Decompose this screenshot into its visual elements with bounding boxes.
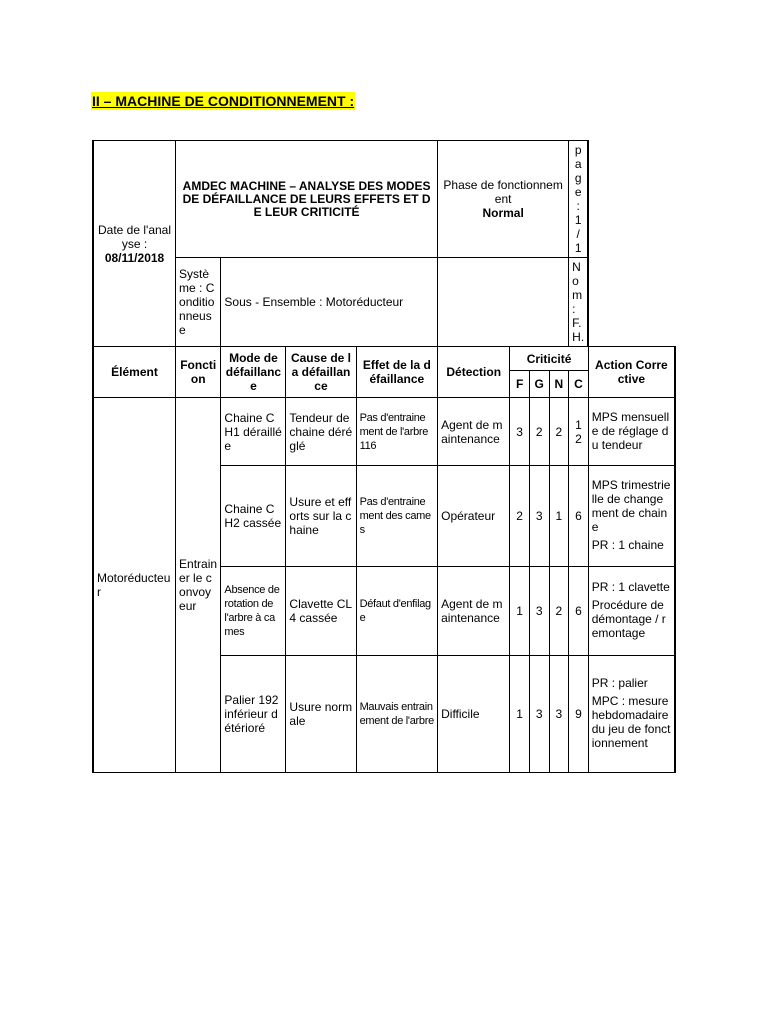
- date-label: Date de l'analyse :: [98, 222, 172, 251]
- sous-ensemble-label: Sous - Ensemble : Motoréducteur: [221, 258, 438, 347]
- cause-cell: Clavette CL4 cassée: [286, 567, 356, 656]
- cause-cell: Tendeur de chaine déréglé: [286, 398, 356, 466]
- g-value: 3: [529, 466, 549, 567]
- col-effet: Effet de la défaillance: [356, 347, 438, 398]
- action-text: PR : 1 chaine: [591, 538, 664, 552]
- action-text: MPC : mesure hebdomadaire du jeu de fonctionnement: [591, 694, 671, 750]
- col-detection: Détection: [438, 347, 510, 398]
- col-fonction: Fonction: [176, 347, 221, 398]
- detection-cell: Difficile: [438, 656, 510, 773]
- page-number: page : 1 / 1: [569, 141, 589, 258]
- section-title: II – MACHINE DE CONDITIONNEMENT :: [92, 93, 355, 109]
- detection-cell: Agent de maintenance: [438, 398, 510, 466]
- cause-cell: Usure et efforts sur la chaine: [286, 466, 356, 567]
- n-value: 3: [549, 656, 569, 773]
- col-f: F: [510, 371, 530, 398]
- f-value: 3: [510, 398, 530, 466]
- action-text: MPS mensuelle de réglage du tendeur: [591, 409, 670, 452]
- phase-label: Phase de fonctionnement: [443, 178, 563, 206]
- phase-cell: [438, 141, 569, 258]
- element-cell: Motoréducteur: [93, 398, 176, 773]
- action-cell: [588, 656, 675, 773]
- action-text: Procédure de démontage / remontage: [591, 598, 666, 640]
- f-value: 1: [510, 567, 530, 656]
- effet-cell: Mauvais entrainement de l'arbre: [356, 656, 438, 773]
- cause-cell: Usure normale: [286, 656, 356, 773]
- mode-cell: Absence de rotation de l'arbre à cames: [221, 567, 286, 656]
- col-g: G: [529, 371, 549, 398]
- col-element: Élément: [93, 347, 176, 398]
- detection-cell: Opérateur: [438, 466, 510, 567]
- action-cell: [588, 567, 675, 656]
- col-c: C: [569, 371, 589, 398]
- fonction-cell: Entrainer le convoyeur: [176, 398, 221, 773]
- mode-cell: Chaine CH1 déraillée: [221, 398, 286, 466]
- table-row: [93, 398, 675, 466]
- c-value: 6: [569, 567, 589, 656]
- c-value: 6: [569, 466, 589, 567]
- col-criticite: Criticité: [510, 347, 588, 371]
- mode-cell: Palier 192 inférieur détérioré: [221, 656, 286, 773]
- empty-header-cell: [438, 258, 569, 347]
- action-text: MPS trimestrielle de changement de chaine: [591, 478, 671, 534]
- n-value: 1: [549, 466, 569, 567]
- action-cell: [588, 466, 675, 567]
- date-cell: [93, 141, 176, 347]
- phase-value: Normal: [482, 206, 524, 220]
- g-value: 3: [529, 656, 549, 773]
- c-value: 9: [569, 656, 589, 773]
- effet-cell: Pas d'entrainement des cames: [356, 466, 438, 567]
- systeme-label: Système : Conditionneuse: [176, 258, 221, 347]
- date-value: 08/11/2018: [104, 250, 165, 265]
- effet-cell: Défaut d'enfilage: [356, 567, 438, 656]
- amdec-table: [92, 140, 676, 773]
- g-value: 2: [529, 398, 549, 466]
- mode-cell: Chaine CH2 cassée: [221, 466, 286, 567]
- n-value: 2: [549, 398, 569, 466]
- col-mode: Mode de défaillance: [221, 347, 286, 398]
- col-action: Action Corrective: [588, 347, 675, 398]
- f-value: 1: [510, 656, 530, 773]
- action-text: PR : palier: [591, 676, 648, 690]
- n-value: 2: [549, 567, 569, 656]
- table-title: AMDEC MACHINE – ANALYSE DES MODES DE DÉFAILLANCE DE LEURS EFFETS ET DE LEUR CRITICITÉ: [176, 141, 438, 258]
- action-text: PR : 1 clavette: [591, 580, 670, 594]
- g-value: 3: [529, 567, 549, 656]
- col-n: N: [549, 371, 569, 398]
- f-value: 2: [510, 466, 530, 567]
- detection-cell: Agent de maintenance: [438, 567, 510, 656]
- nom-label: Nom : F.H.: [569, 258, 589, 347]
- col-cause: Cause de la défaillance: [286, 347, 356, 398]
- effet-cell: Pas d'entrainement de l'arbre 116: [356, 398, 438, 466]
- c-value: 12: [569, 398, 589, 466]
- action-cell: [588, 398, 675, 466]
